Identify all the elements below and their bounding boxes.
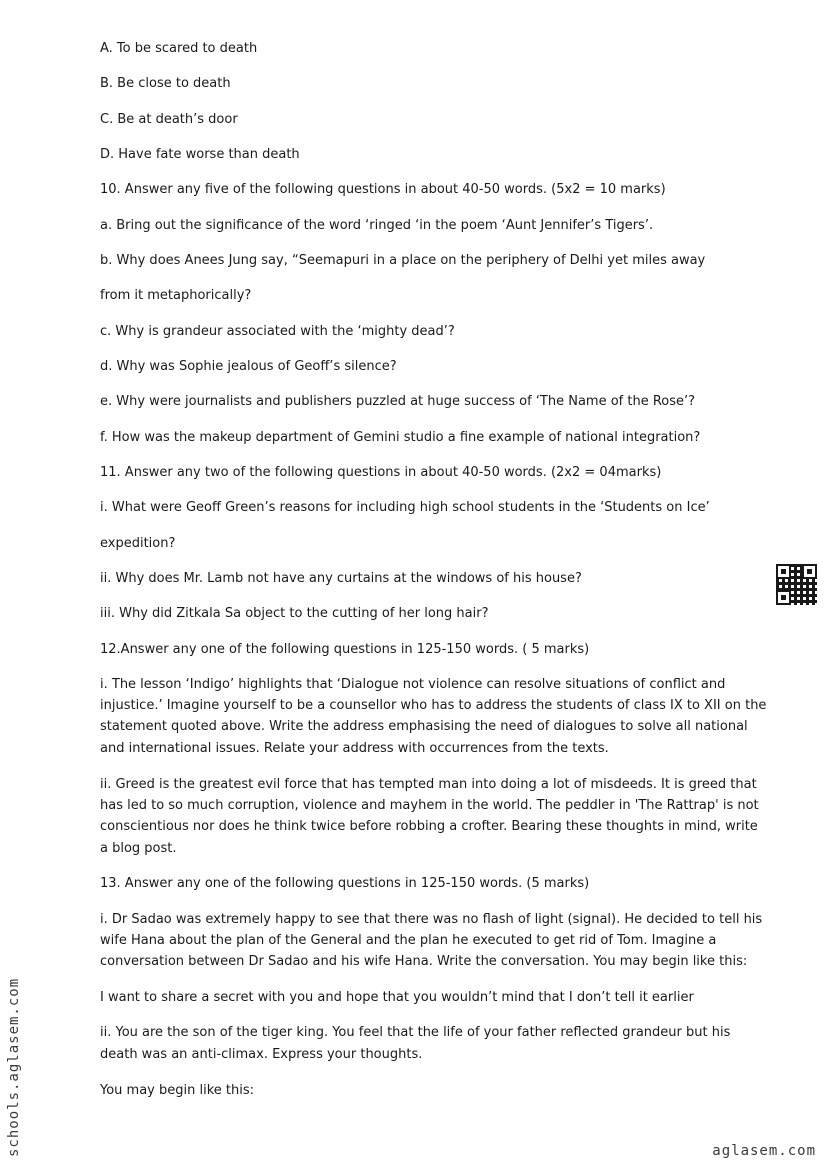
question-10-heading: 10. Answer any five of the following questions in about 40-50 words. (5x2 = 10 marks) — [100, 182, 666, 197]
question-13ii-line1: ii. You are the son of the tiger king. You feel that the life of your father reflected grandeur but his — [100, 1025, 731, 1040]
question-10a: a. Bring out the significance of the word ‘ringed ‘in the poem ‘Aunt Jennifer’s Tigers’. — [100, 218, 654, 233]
option-c: C. Be at death’s door — [100, 112, 238, 127]
question-11ii: ii. Why does Mr. Lamb not have any curtains at the windows of his house? — [100, 571, 582, 586]
side-watermark: schools.aglasem.com — [6, 977, 22, 1157]
question-11i-line1: i. What were Geoff Green’s reasons for including high school students in the ‘Students on Ice’ — [100, 500, 710, 515]
question-12i-line1: i. The lesson ‘Indigo’ highlights that ‘Dialogue not violence can resolve situations of conflict and — [100, 677, 726, 692]
question-11iii: iii. Why did Zitkala Sa object to the cutting of her long hair? — [100, 606, 489, 621]
qr-code-icon — [776, 564, 817, 605]
question-12ii-line4: a blog post. — [100, 841, 177, 856]
question-10c: c. Why is grandeur associated with the ‘mighty dead’? — [100, 324, 455, 339]
option-a: A. To be scared to death — [100, 41, 258, 56]
question-13ii-line2: death was an anti-climax. Express your thoughts. — [100, 1047, 423, 1062]
question-13-heading: 13. Answer any one of the following questions in 125-150 words. (5 marks) — [100, 876, 590, 891]
question-11i-line2: expedition? — [100, 536, 176, 551]
question-10e: e. Why were journalists and publishers puzzled at huge success of ‘The Name of the Rose’? — [100, 394, 696, 409]
question-10f: f. How was the makeup department of Gemini studio a fine example of national integration? — [100, 430, 701, 445]
question-10b-line2: from it metaphorically? — [100, 288, 252, 303]
question-13i-prompt: I want to share a secret with you and hope that you wouldn’t mind that I don’t tell it earlier — [100, 990, 694, 1005]
question-12ii-line1: ii. Greed is the greatest evil force that has tempted man into doing a lot of misdeeds. It is greed that — [100, 777, 757, 792]
question-13i-line3: conversation between Dr Sadao and his wife Hana. Write the conversation. You may begin like this: — [100, 954, 748, 969]
question-12-heading: 12.Answer any one of the following questions in 125-150 words. ( 5 marks) — [100, 642, 590, 657]
question-12ii-line3: conscientious nor does he think twice before robbing a crofter. Bearing these thoughts in mind, write — [100, 819, 758, 834]
footer-watermark: aglasem.com — [712, 1143, 816, 1159]
question-12ii-line2: has led to so much corruption, violence and mayhem in the world. The peddler in 'The Rattrap' is not — [100, 798, 759, 813]
question-13i-line1: i. Dr Sadao was extremely happy to see that there was no flash of light (signal). He decided to tell his — [100, 912, 763, 927]
question-10b-line1: b. Why does Anees Jung say, “Seemapuri in a place on the periphery of Delhi yet miles away — [100, 253, 706, 268]
option-b: B. Be close to death — [100, 76, 231, 91]
option-d: D. Have fate worse than death — [100, 147, 300, 162]
question-11-heading: 11. Answer any two of the following questions in about 40-50 words. (2x2 = 04marks) — [100, 465, 662, 480]
question-12i-line2: injustice.’ Imagine yourself to be a counsellor who has to address the students of class IX to XII on the — [100, 698, 767, 713]
question-10d: d. Why was Sophie jealous of Geoff’s silence? — [100, 359, 397, 374]
question-12i-line4: and international issues. Relate your address with occurrences from the texts. — [100, 741, 609, 756]
question-12i-line3: statement quoted above. Write the address emphasising the need of dialogues to solve all national — [100, 719, 748, 734]
question-13ii-prompt: You may begin like this: — [100, 1083, 255, 1098]
question-13i-line2: wife Hana about the plan of the General and the plan he executed to get rid of Tom. Imagine a — [100, 933, 717, 948]
